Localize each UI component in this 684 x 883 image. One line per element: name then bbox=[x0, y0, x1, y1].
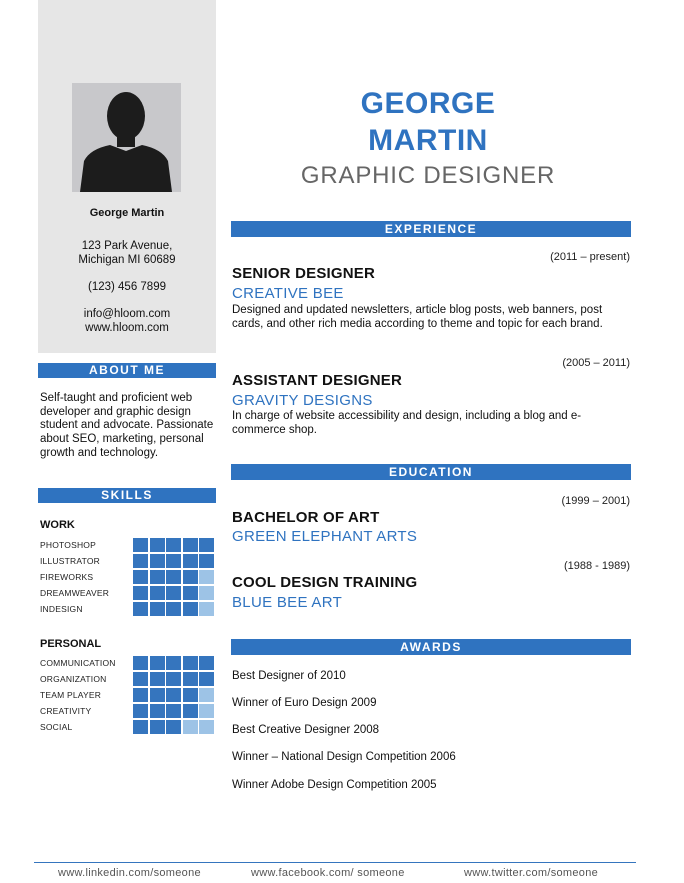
skill-level-cell bbox=[166, 672, 181, 686]
skill-label: DREAMWEAVER bbox=[40, 588, 110, 598]
skill-level-cell bbox=[199, 672, 214, 686]
skill-level-cell bbox=[199, 554, 214, 568]
skill-level-cell bbox=[183, 688, 198, 702]
award-item: Best Creative Designer 2008 bbox=[232, 724, 380, 736]
skill-level-cell bbox=[183, 570, 198, 584]
skill-level-bar bbox=[133, 602, 216, 616]
skill-level-cell bbox=[166, 554, 181, 568]
skill-level-cell bbox=[183, 554, 198, 568]
skill-level-cell bbox=[150, 656, 165, 670]
skill-level-cell bbox=[150, 720, 165, 734]
skill-level-cell bbox=[133, 586, 148, 600]
skill-level-bar bbox=[133, 720, 216, 734]
award-item: Winner of Euro Design 2009 bbox=[232, 697, 377, 709]
skill-level-cell bbox=[199, 570, 214, 584]
skill-label: CREATIVITY bbox=[40, 706, 92, 716]
skill-level-cell bbox=[183, 720, 198, 734]
skill-level-cell bbox=[199, 602, 214, 616]
skill-level-cell bbox=[199, 720, 214, 734]
job-company: CREATIVE BEE bbox=[232, 285, 344, 302]
skill-level-cell bbox=[166, 704, 181, 718]
job-role: GRAPHIC DESIGNER bbox=[300, 162, 556, 189]
skill-level-cell bbox=[133, 672, 148, 686]
award-item: Best Designer of 2010 bbox=[232, 670, 346, 682]
experience-heading: EXPERIENCE bbox=[231, 221, 631, 237]
skill-label: PHOTOSHOP bbox=[40, 540, 96, 550]
website-url: www.hloom.com bbox=[85, 322, 169, 334]
skills-heading: SKILLS bbox=[38, 488, 216, 503]
skill-level-cell bbox=[133, 602, 148, 616]
email-address: info@hloom.com bbox=[83, 308, 171, 320]
skill-level-cell bbox=[166, 720, 181, 734]
job-title: SENIOR DESIGNER bbox=[232, 265, 376, 282]
job-dates: (2005 – 2011) bbox=[562, 357, 630, 369]
sidebar-name: George Martin bbox=[89, 207, 165, 219]
skill-level-cell bbox=[183, 704, 198, 718]
person-silhouette-icon bbox=[72, 83, 181, 192]
skill-level-cell bbox=[150, 688, 165, 702]
education-heading: EDUCATION bbox=[231, 464, 631, 480]
skill-level-cell bbox=[183, 586, 198, 600]
about-text: Self-taught and proficient web developer and graphic design student and advocate. Passionate about SEO, marketing, personal growth and technology. bbox=[40, 392, 214, 459]
skill-level-bar bbox=[133, 704, 216, 718]
education-dates: (1999 – 2001) bbox=[561, 495, 630, 507]
skill-level-bar bbox=[133, 656, 216, 670]
skill-level-bar bbox=[133, 688, 216, 702]
skill-level-cell bbox=[166, 570, 181, 584]
education-degree: COOL DESIGN TRAINING bbox=[232, 574, 418, 591]
profile-photo bbox=[72, 83, 181, 192]
skill-level-cell bbox=[183, 672, 198, 686]
skill-label: SOCIAL bbox=[40, 722, 73, 732]
skill-level-cell bbox=[133, 538, 148, 552]
skill-level-cell bbox=[166, 656, 181, 670]
footer-divider bbox=[34, 862, 636, 863]
address-line2: Michigan MI 60689 bbox=[78, 254, 176, 266]
skill-level-cell bbox=[183, 656, 198, 670]
skill-level-cell bbox=[150, 704, 165, 718]
skill-level-cell bbox=[183, 538, 198, 552]
skill-level-cell bbox=[133, 688, 148, 702]
skill-level-cell bbox=[133, 720, 148, 734]
skill-level-bar bbox=[133, 586, 216, 600]
education-school: GREEN ELEPHANT ARTS bbox=[232, 528, 418, 545]
skill-level-cell bbox=[150, 538, 165, 552]
skill-level-cell bbox=[133, 704, 148, 718]
education-degree: BACHELOR OF ART bbox=[232, 509, 380, 526]
skill-level-bar bbox=[133, 672, 216, 686]
skill-label: COMMUNICATION bbox=[40, 658, 116, 668]
skill-level-cell bbox=[166, 586, 181, 600]
skill-level-cell bbox=[199, 704, 214, 718]
skill-level-cell bbox=[150, 602, 165, 616]
twitter-link[interactable]: www.twitter.com/someone bbox=[464, 867, 599, 879]
last-name: MARTIN bbox=[368, 124, 488, 157]
address-line1: 123 Park Avenue, bbox=[81, 240, 173, 252]
skill-level-cell bbox=[199, 688, 214, 702]
skill-level-cell bbox=[150, 672, 165, 686]
work-skills-heading: WORK bbox=[40, 519, 75, 531]
skill-level-bar bbox=[133, 570, 216, 584]
skill-label: INDESIGN bbox=[40, 604, 83, 614]
skill-level-cell bbox=[166, 688, 181, 702]
skill-level-bar bbox=[133, 554, 216, 568]
skill-level-cell bbox=[199, 538, 214, 552]
job-description: Designed and updated newsletters, article blog posts, web banners, post cards, and other rich media according to theme and topic for each brand. bbox=[232, 304, 603, 330]
personal-skills-heading: PERSONAL bbox=[40, 638, 102, 650]
education-dates: (1988 - 1989) bbox=[563, 560, 630, 572]
job-title: ASSISTANT DESIGNER bbox=[232, 372, 403, 389]
job-dates: (2011 – present) bbox=[550, 251, 630, 263]
education-school: BLUE BEE ART bbox=[232, 594, 343, 611]
award-item: Winner – National Design Competition 2006 bbox=[232, 751, 456, 763]
skill-level-cell bbox=[166, 602, 181, 616]
skill-label: TEAM PLAYER bbox=[40, 690, 102, 700]
skill-level-cell bbox=[150, 586, 165, 600]
skill-label: ORGANIZATION bbox=[40, 674, 107, 684]
skill-level-cell bbox=[133, 570, 148, 584]
skill-level-cell bbox=[166, 538, 181, 552]
skill-level-cell bbox=[133, 554, 148, 568]
job-company: GRAVITY DESIGNS bbox=[232, 392, 373, 409]
linkedin-link[interactable]: www.linkedin.com/someone bbox=[58, 867, 201, 879]
skill-label: FIREWORKS bbox=[40, 572, 94, 582]
job-description: In charge of website accessibility and design, including a blog and e-commerce shop. bbox=[232, 410, 582, 436]
skill-level-cell bbox=[183, 602, 198, 616]
facebook-link[interactable]: www.facebook.com/ someone bbox=[251, 867, 405, 879]
skill-level-bar bbox=[133, 538, 216, 552]
first-name: GEORGE bbox=[360, 87, 496, 120]
award-item: Winner Adobe Design Competition 2005 bbox=[232, 779, 437, 791]
skill-label: ILLUSTRATOR bbox=[40, 556, 100, 566]
skill-level-cell bbox=[150, 554, 165, 568]
skill-level-cell bbox=[199, 586, 214, 600]
skill-level-cell bbox=[133, 656, 148, 670]
skill-level-cell bbox=[199, 656, 214, 670]
phone-number: (123) 456 7899 bbox=[87, 281, 166, 293]
awards-heading: AWARDS bbox=[231, 639, 631, 655]
about-heading: ABOUT ME bbox=[38, 363, 216, 378]
skill-level-cell bbox=[150, 570, 165, 584]
